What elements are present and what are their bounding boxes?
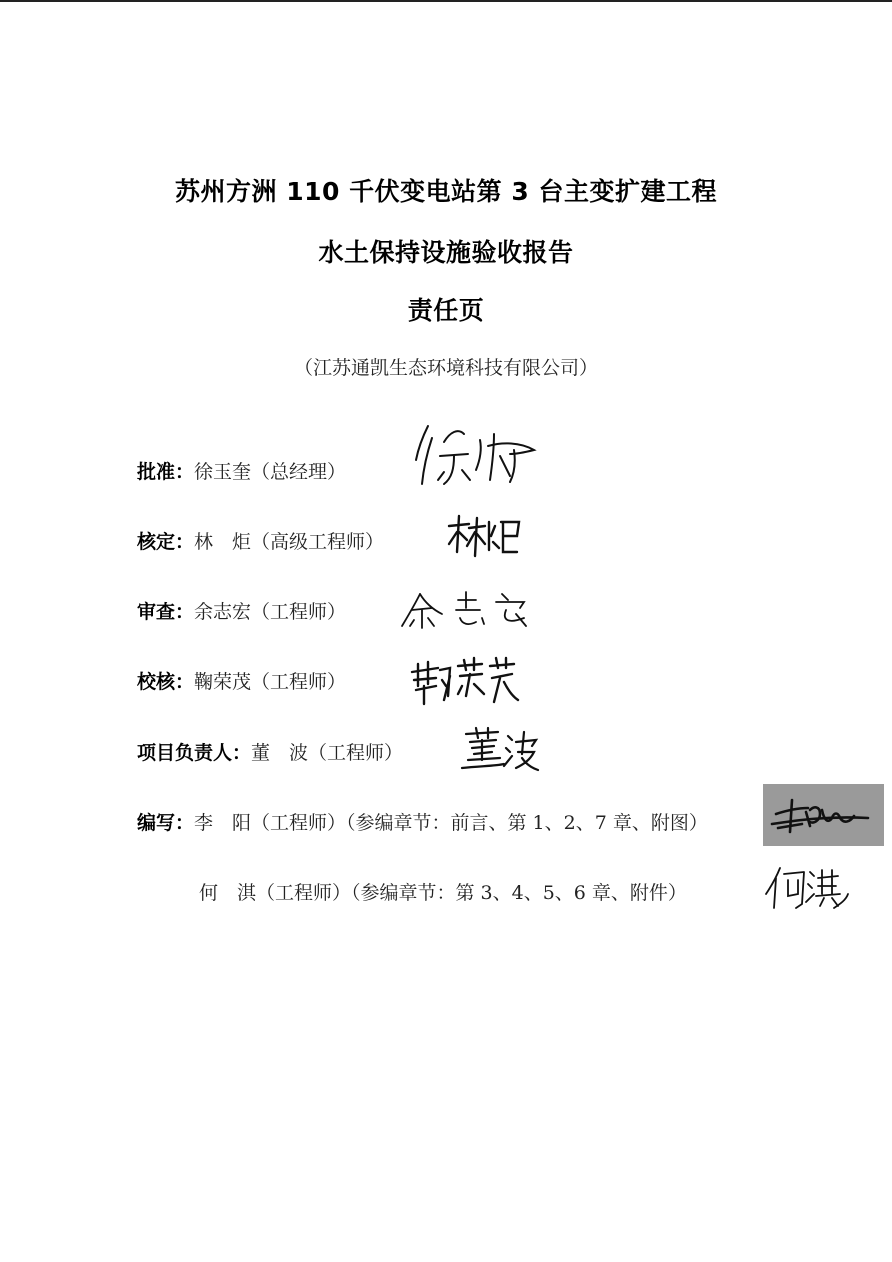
person-name: 何 淇（工程师）（参编章节：第 3、4、5、6 章、附件） bbox=[199, 881, 687, 904]
person-name: 董 波（工程师） bbox=[251, 741, 404, 764]
signature-approval bbox=[410, 420, 550, 490]
signature-check bbox=[408, 656, 520, 708]
company-name: （江苏通凯生态环境科技有限公司） bbox=[293, 357, 598, 379]
role-label: 项目负责人： bbox=[137, 741, 252, 764]
person-name: 李 阳（工程师）（参编章节：前言、第 1、2、7 章、附图） bbox=[194, 811, 708, 834]
review-row bbox=[137, 592, 346, 628]
page-heading: 责任页 bbox=[407, 296, 485, 325]
signature-co-author bbox=[764, 864, 850, 912]
report-title-line-1: 苏州方洲 110 千伏变电站第 3 台主变扩建工程 bbox=[175, 177, 717, 206]
approval-row bbox=[137, 452, 346, 488]
signature-author bbox=[768, 790, 878, 842]
signature-project-lead bbox=[460, 726, 540, 774]
project-lead-row bbox=[137, 733, 403, 769]
page-top-border bbox=[0, 0, 892, 2]
role-label: 校核： bbox=[137, 670, 195, 693]
person-name: 林 炬（高级工程师） bbox=[194, 530, 385, 553]
role-label: 编写： bbox=[137, 811, 195, 834]
role-label: 核定： bbox=[137, 530, 195, 553]
report-title-line-2: 水土保持设施验收报告 bbox=[318, 238, 574, 267]
signature-verification bbox=[445, 512, 525, 562]
signature-review bbox=[398, 588, 538, 634]
verification-row bbox=[137, 522, 384, 558]
person-name: 余志宏（工程师） bbox=[194, 600, 347, 623]
check-row bbox=[137, 662, 346, 698]
role-label: 审查： bbox=[137, 600, 195, 623]
author-row bbox=[137, 803, 708, 839]
co-author-row bbox=[199, 873, 687, 909]
person-name: 鞠荣茂（工程师） bbox=[194, 670, 347, 693]
role-label: 批准： bbox=[137, 460, 195, 483]
person-name: 徐玉奎（总经理） bbox=[194, 460, 347, 483]
